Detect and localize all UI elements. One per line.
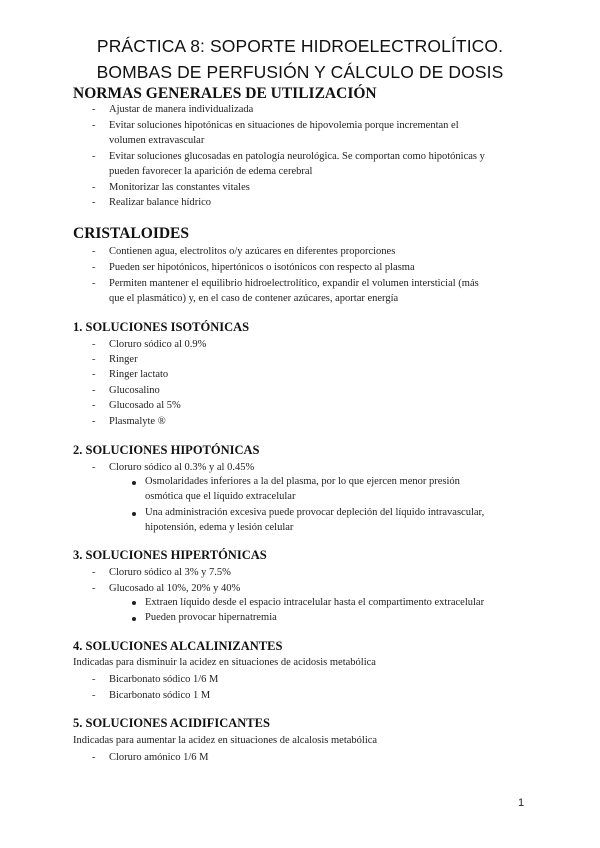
dash-bullet: -	[92, 583, 96, 594]
dash-bullet: -	[92, 339, 96, 350]
dash-bullet: -	[92, 674, 96, 685]
section-intro: Indicadas para aumentar la acidez en situaciones de alcalosis metabólica	[73, 735, 378, 746]
round-bullet	[132, 617, 136, 621]
section-heading-hipotonicas: 2. SOLUCIONES HIPOTÓNICAS	[73, 443, 260, 457]
section-heading-normas: NORMAS GENERALES DE UTILIZACIÓN	[73, 85, 377, 102]
section-heading-isotonicas: 1. SOLUCIONES ISOTÓNICAS	[73, 320, 250, 334]
list-item: Ajustar de manera individualizada	[109, 104, 254, 115]
list-item-continuation: que el plasmático) y, en el caso de contener azúcares, aportar energía	[109, 293, 399, 304]
dash-bullet: -	[92, 752, 96, 763]
list-item: Glucosalino	[109, 385, 160, 396]
list-item: Ringer lactato	[109, 369, 169, 380]
section-intro: Indicadas para disminuir la acidez en situaciones de acidosis metabólica	[73, 657, 376, 668]
sub-bullet-item: Extraen líquido desde el espacio intracelular hasta el compartimento extracelular	[145, 597, 485, 608]
list-item-continuation: volumen extravascular	[109, 135, 205, 146]
sub-bullet-item: Una administración excesiva puede provocar depleción del líquido intravascular,	[145, 507, 485, 518]
list-item: Bicarbonato sódico 1/6 M	[109, 674, 219, 685]
list-item: Realizar balance hídrico	[109, 197, 212, 208]
list-item: Permiten mantener el equilibrio hidroelectrolítico, expandir el volumen intersticial (más	[109, 278, 479, 289]
sub-bullet-continuation: hipotensión, edema y lesión celular	[145, 522, 294, 533]
list-item: Monitorizar las constantes vitales	[109, 182, 250, 193]
list-item: Cloruro sódico al 3% y 7.5%	[109, 567, 231, 578]
list-item: Cloruro sódico al 0.3% y al 0.45%	[109, 462, 255, 473]
dash-bullet: -	[92, 462, 96, 473]
list-item: Ringer	[109, 354, 138, 365]
dash-bullet: -	[92, 246, 96, 257]
list-item: Evitar soluciones hipotónicas en situaciones de hipovolemia porque incrementan el	[109, 120, 459, 131]
round-bullet	[132, 481, 136, 485]
list-item: Pueden ser hipotónicos, hipertónicos o isotónicos con respecto al plasma	[109, 262, 415, 273]
dash-bullet: -	[92, 104, 96, 115]
dash-bullet: -	[92, 400, 96, 411]
list-item: Bicarbonato sódico 1 M	[109, 690, 211, 701]
dash-bullet: -	[92, 120, 96, 131]
list-item: Cloruro sódico al 0.9%	[109, 339, 207, 350]
page-number: 1	[518, 797, 525, 809]
section-heading-alcalinizantes: 4. SOLUCIONES ALCALINIZANTES	[73, 639, 283, 653]
dash-bullet: -	[92, 278, 96, 289]
dash-bullet: -	[92, 151, 96, 162]
round-bullet	[132, 601, 136, 605]
dash-bullet: -	[92, 690, 96, 701]
sub-bullet-item: Pueden provocar hipernatremia	[145, 612, 277, 623]
title-line-2: BOMBAS DE PERFUSIÓN Y CÁLCULO DE DOSIS	[96, 62, 504, 82]
list-item: Plasmalyte ®	[109, 416, 166, 427]
list-item: Contienen agua, electrolitos o/y azúcares en diferentes proporciones	[109, 246, 396, 257]
title-line-1: PRÁCTICA 8: SOPORTE HIDROELECTROLÍTICO.	[96, 36, 504, 56]
dash-bullet: -	[92, 385, 96, 396]
dash-bullet: -	[92, 354, 96, 365]
dash-bullet: -	[92, 197, 96, 208]
dash-bullet: -	[92, 182, 96, 193]
dash-bullet: -	[92, 369, 96, 380]
sub-bullet-item: Osmolaridades inferiores a la del plasma, por lo que ejercen menor presión	[145, 476, 460, 487]
list-item-continuation: pueden favorecer la aparición de edema cerebral	[109, 166, 313, 177]
list-item: Evitar soluciones glucosadas en patología neurológica. Se comportan como hipotónicas y	[109, 151, 485, 162]
sub-bullet-continuation: osmótica que el líquido extracelular	[145, 491, 296, 502]
dash-bullet: -	[92, 567, 96, 578]
round-bullet	[132, 512, 136, 516]
list-item: Glucosado al 5%	[109, 400, 181, 411]
dash-bullet: -	[92, 262, 96, 273]
list-item: Cloruro amónico 1/6 M	[109, 752, 209, 763]
list-item: Glucosado al 10%, 20% y 40%	[109, 583, 241, 594]
section-heading-cristaloides: CRISTALOIDES	[73, 225, 190, 242]
section-heading-acidificantes: 5. SOLUCIONES ACIDIFICANTES	[73, 716, 270, 730]
dash-bullet: -	[92, 416, 96, 427]
section-heading-hipertonicas: 3. SOLUCIONES HIPERTÓNICAS	[73, 548, 267, 562]
